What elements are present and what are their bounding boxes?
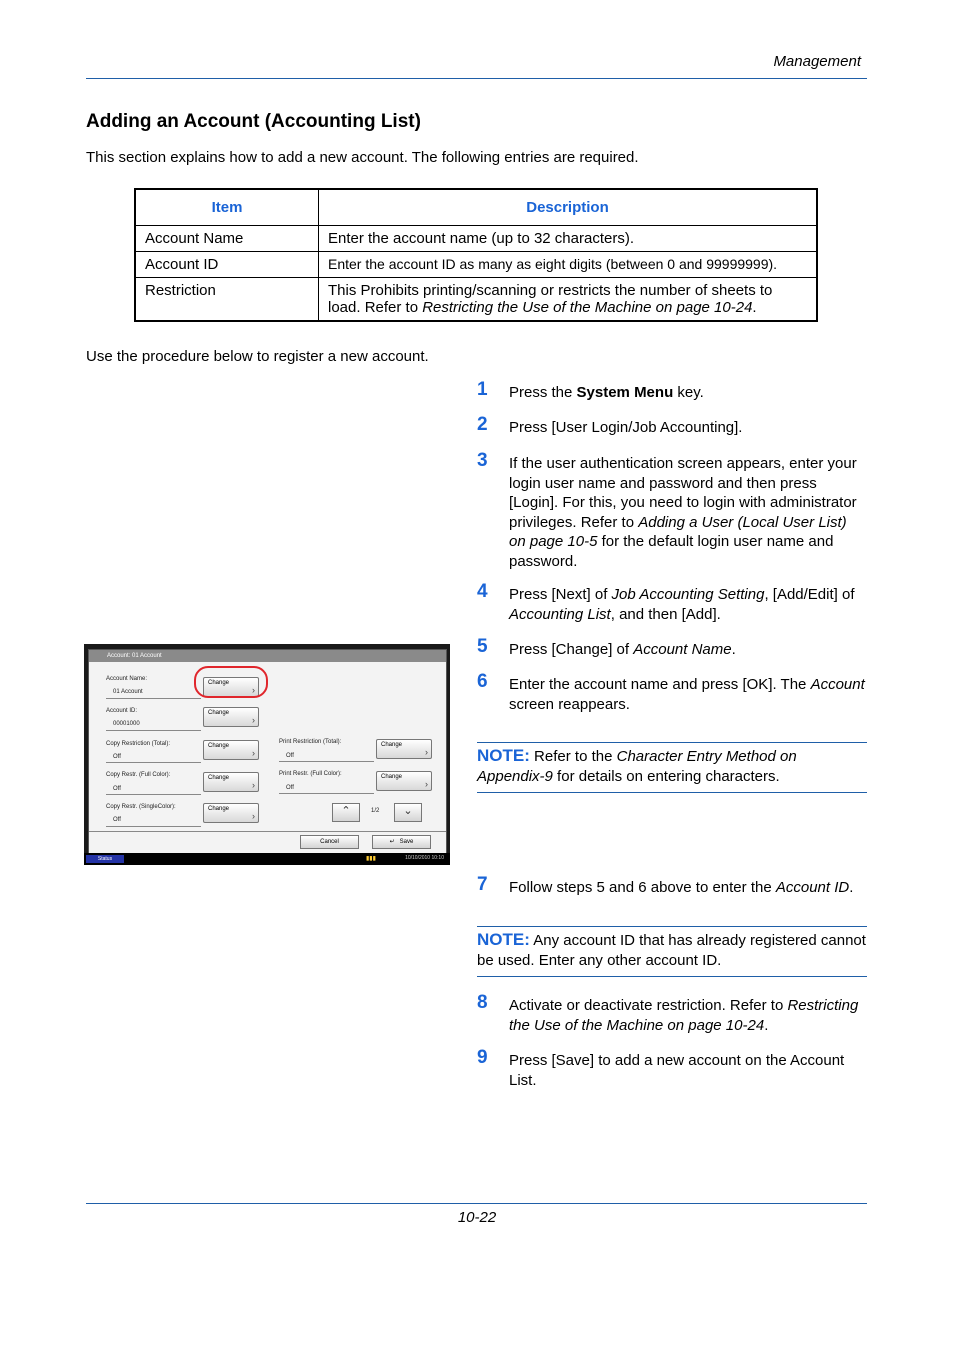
step-2 xyxy=(477,414,867,438)
divider xyxy=(279,761,374,762)
step-5 xyxy=(477,636,867,660)
note-1 xyxy=(477,742,867,793)
cell-item: Account Name xyxy=(135,226,319,252)
step-number: 9 xyxy=(477,1047,488,1068)
change-copy-total-button[interactable]: Change › xyxy=(203,740,259,760)
step-1 xyxy=(477,379,867,403)
change-print-full-button[interactable]: Change › xyxy=(376,771,432,791)
status-bar xyxy=(84,853,450,865)
running-header: Management xyxy=(773,53,861,70)
datetime: 10/10/2010 10:10 xyxy=(405,855,444,861)
divider xyxy=(279,793,374,794)
page-down-button[interactable] xyxy=(394,803,422,822)
copy-total-label: Copy Restriction (Total): xyxy=(106,741,171,747)
step-number: 6 xyxy=(477,671,488,692)
copy-full-label: Copy Restr. (Full Color): xyxy=(106,772,171,778)
copy-single-label: Copy Restr. (SingleColor): xyxy=(106,804,176,810)
cell-description: Enter the account name (up to 32 characters). xyxy=(319,226,818,252)
header-description: Description xyxy=(319,189,818,226)
divider xyxy=(106,826,201,827)
step-4 xyxy=(477,581,867,624)
toner-level-icon: ▮▮▮ xyxy=(366,856,376,862)
step-text: , [Add/Edit] of xyxy=(764,586,855,603)
chevron-up-icon: ⌃ xyxy=(341,805,351,817)
header-rule xyxy=(86,78,867,79)
step-reference: Account Name xyxy=(633,641,732,658)
account-name-value: 01 Account xyxy=(113,689,143,695)
table-header-row xyxy=(135,189,817,226)
divider xyxy=(106,730,201,731)
note-text: Any account ID that has already registered cannot be used. Enter any other account ID. xyxy=(477,932,866,969)
step-7 xyxy=(477,874,867,898)
note-label: NOTE: xyxy=(477,746,530,765)
copy-total-value: Off xyxy=(113,754,121,760)
change-account-id-button[interactable]: Change › xyxy=(203,707,259,727)
note-text: for details on entering characters. xyxy=(552,767,780,785)
step-9 xyxy=(477,1047,867,1090)
section-title: Adding an Account (Accounting List) xyxy=(86,111,421,132)
step-text: , and then [Add]. xyxy=(610,605,721,623)
change-print-total-button[interactable]: Change › xyxy=(376,739,432,759)
divider xyxy=(89,831,446,832)
cell-description: Enter the account ID as many as eight digits (between 0 and 99999999). xyxy=(319,252,818,278)
step-text: Press [User Login/Job Accounting]. xyxy=(509,419,743,436)
step-6 xyxy=(477,671,867,714)
footer-rule xyxy=(86,1203,867,1204)
step-reference: Adding a User (Local User List) on page 10-5 xyxy=(509,513,847,550)
entries-table xyxy=(134,188,818,322)
step-number: 4 xyxy=(477,581,488,602)
table-row xyxy=(135,252,817,278)
step-number: 7 xyxy=(477,874,488,895)
page-up-button[interactable] xyxy=(332,803,360,822)
procedure-intro: Use the procedure below to register a new account. xyxy=(86,348,429,365)
step-number: 8 xyxy=(477,992,488,1013)
account-id-label: Account ID: xyxy=(106,708,138,714)
step-text: key. xyxy=(673,384,704,401)
cell-item: Restriction xyxy=(135,278,319,322)
step-text: If the user authentication screen appears, enter your login user name and password and then press [Login]. For this, you need to login with administrator privileges. Refer to xyxy=(509,455,857,531)
account-name-label: Account Name: xyxy=(106,676,148,682)
step-text: Press [Save] to add a new account on the Account List. xyxy=(509,1052,845,1089)
change-copy-full-button[interactable]: Change › xyxy=(203,772,259,792)
status-button[interactable]: Status xyxy=(86,855,124,863)
note-text: Refer to the xyxy=(529,748,617,765)
step-text: . xyxy=(764,1016,769,1034)
step-text: Activate or deactivate restriction. Refer to xyxy=(509,997,788,1014)
desc-text: This Prohibits printing/scanning or restricts the number of sheets to load. Refer to xyxy=(328,282,773,316)
step-reference: Job Accounting Setting xyxy=(611,586,765,603)
panel-title: Account: 01 Account xyxy=(89,650,446,662)
print-full-label: Print Restr. (Full Color): xyxy=(279,771,342,777)
print-total-value: Off xyxy=(286,753,294,759)
page-number: 10-22 xyxy=(457,1209,497,1226)
cell-item: Account ID xyxy=(135,252,319,278)
change-account-name-button[interactable]: Change › xyxy=(203,677,259,697)
step-reference: Accounting List xyxy=(509,605,611,623)
step-text: for the default login user name and password. xyxy=(509,533,834,570)
key-name: System Menu xyxy=(576,384,674,401)
desc-reference: Restricting the Use of the Machine on page 10-24 xyxy=(422,299,753,316)
step-3 xyxy=(477,450,867,571)
step-text: Press the xyxy=(509,384,577,401)
step-number: 2 xyxy=(477,414,488,435)
change-copy-single-button[interactable]: Change › xyxy=(203,803,259,823)
chevron-down-icon: ⌄ xyxy=(403,805,413,817)
highlight-circle xyxy=(194,666,268,698)
table-row xyxy=(135,278,817,322)
step-number: 1 xyxy=(477,379,488,400)
step-text: Press [Change] of xyxy=(509,641,634,658)
print-full-value: Off xyxy=(286,785,294,791)
account-id-value: 00001000 xyxy=(113,721,140,727)
step-text: Press [Next] of xyxy=(509,586,612,603)
desc-text: . xyxy=(752,299,757,316)
enter-icon: ↵ xyxy=(389,839,400,845)
divider xyxy=(106,762,201,763)
step-text: . xyxy=(731,641,736,658)
cancel-button[interactable]: Cancel xyxy=(300,835,359,849)
step-reference: Account xyxy=(810,676,865,693)
divider xyxy=(106,698,201,699)
copy-single-value: Off xyxy=(113,817,121,823)
cell-description xyxy=(319,278,818,322)
save-button[interactable]: ↵ Save xyxy=(372,835,431,849)
copy-full-value: Off xyxy=(113,786,121,792)
header-item: Item xyxy=(135,189,319,226)
step-reference: Account ID xyxy=(775,879,850,896)
step-text: Enter the account name and press [OK]. The xyxy=(509,676,811,693)
step-8 xyxy=(477,992,867,1035)
page-indicator: 1/2 xyxy=(371,808,380,814)
divider xyxy=(106,794,201,795)
step-text: . xyxy=(849,879,854,896)
note-reference: Character Entry Method on Appendix-9 xyxy=(477,748,797,785)
note-2 xyxy=(477,926,867,977)
step-number: 3 xyxy=(477,450,488,471)
note-label: NOTE: xyxy=(477,930,530,949)
step-reference: Restricting the Use of the Machine on page 10-24 xyxy=(509,997,859,1034)
table-row xyxy=(135,226,817,252)
step-text: screen reappears. xyxy=(509,695,630,713)
intro-text: This section explains how to add a new account. The following entries are required. xyxy=(86,149,639,166)
print-total-label: Print Restriction (Total): xyxy=(279,739,342,745)
step-number: 5 xyxy=(477,636,488,657)
step-text: Follow steps 5 and 6 above to enter the xyxy=(509,879,776,896)
